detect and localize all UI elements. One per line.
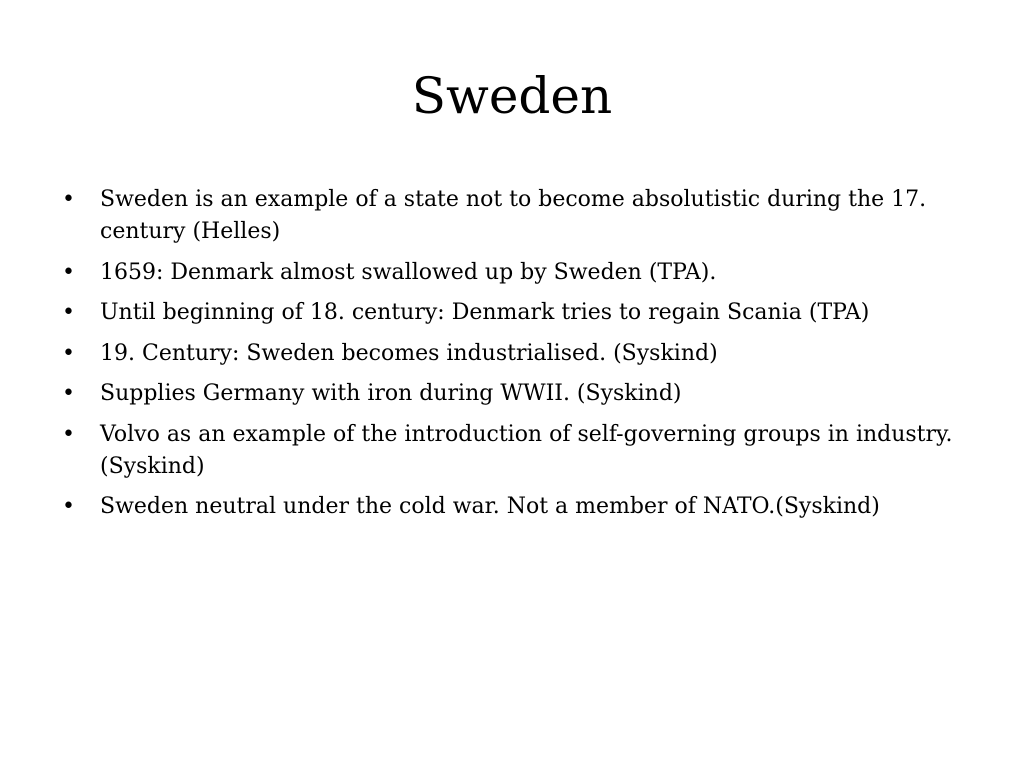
- list-item: [62, 491, 982, 523]
- bullet-text: 19. Century: Sweden becomes industrialised. (Syskind): [100, 340, 718, 366]
- list-item: [62, 297, 982, 329]
- bullet-icon: •: [62, 421, 75, 447]
- bullet-icon: •: [62, 494, 75, 519]
- bullet-icon: •: [62, 340, 75, 366]
- list-item: [62, 378, 982, 410]
- bullet-text: Volvo as an example of the introduction of self-governing groups in industry. (Syskind): [100, 421, 953, 479]
- bullet-icon: •: [62, 187, 75, 212]
- list-item: [62, 419, 982, 483]
- list-item: [62, 257, 982, 289]
- list-item: [62, 184, 982, 248]
- bullet-text: 1659: Denmark almost swallowed up by Sweden (TPA).: [100, 259, 717, 285]
- bullet-text: Sweden is an example of a state not to become absolutistic during the 17. century (Helles): [100, 187, 927, 244]
- list-item: [62, 338, 982, 370]
- bullet-text: Supplies Germany with iron during WWII. (Syskind): [100, 381, 682, 406]
- bullet-icon: •: [62, 300, 75, 325]
- bullet-icon: •: [62, 259, 75, 285]
- bullet-text: Until beginning of 18. century: Denmark tries to regain Scania (TPA): [100, 300, 870, 325]
- bullet-list: [62, 184, 982, 532]
- bullet-text: Sweden neutral under the cold war. Not a member of NATO.(Syskind): [100, 494, 880, 519]
- slide-title: Sweden: [411, 67, 613, 125]
- bullet-icon: •: [62, 381, 75, 406]
